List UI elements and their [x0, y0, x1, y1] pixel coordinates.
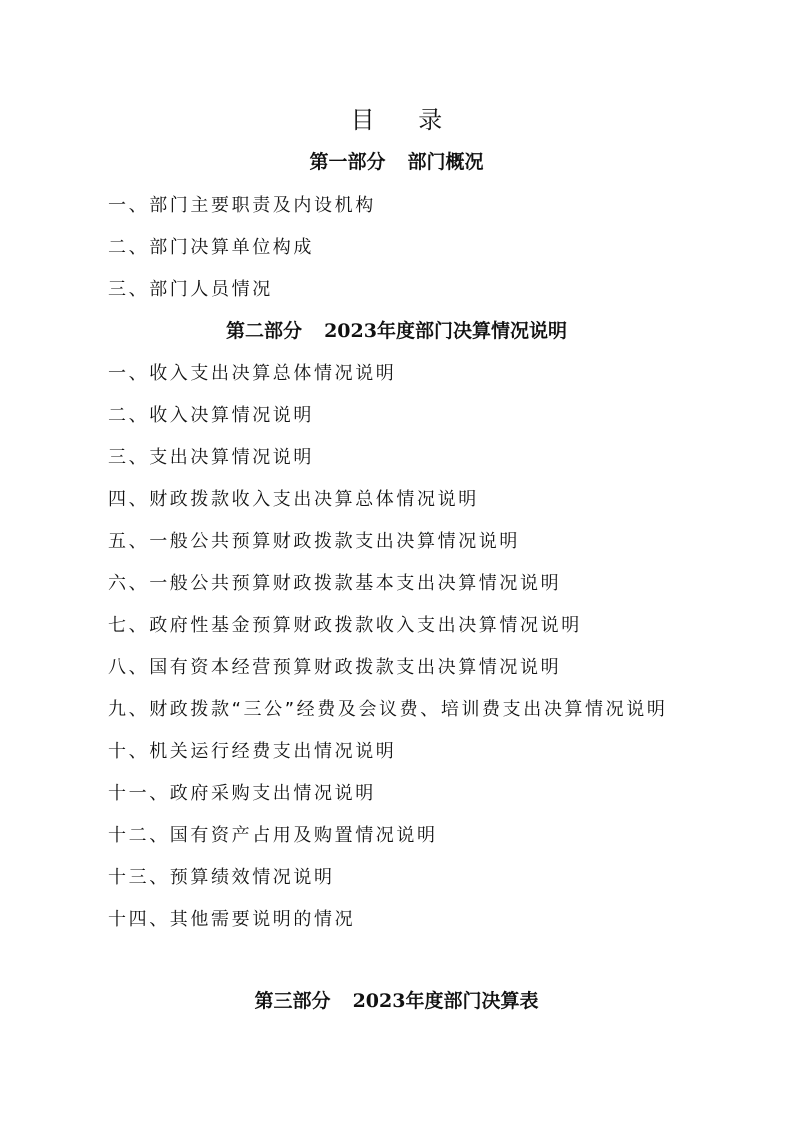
- part1-heading: [0, 147, 793, 174]
- part1-label: 第一部分: [309, 151, 386, 173]
- part2-heading: [0, 316, 793, 343]
- toc-item: 一、部门主要职责及内设机构: [108, 195, 376, 216]
- part2-label: 第二部分: [226, 320, 303, 342]
- part1-name: 部门概况: [407, 151, 484, 173]
- toc-item: 七、政府性基金预算财政拨款收入支出决算情况说明: [108, 615, 582, 636]
- toc-item: 十一、政府采购支出情况说明: [108, 783, 376, 804]
- toc-item: 八、国有资本经营预算财政拨款支出决算情况说明: [108, 657, 562, 678]
- toc-item: 十、机关运行经费支出情况说明: [108, 741, 397, 762]
- part3-name: 2023年度部门决算表: [352, 990, 539, 1012]
- toc-item: 六、一般公共预算财政拨款基本支出决算情况说明: [108, 573, 562, 594]
- toc-title: 目 录: [350, 106, 461, 134]
- toc-item: 三、支出决算情况说明: [108, 447, 314, 468]
- toc-item: 二、收入决算情况说明: [108, 405, 314, 426]
- part3-heading: [0, 986, 793, 1013]
- toc-item: 五、一般公共预算财政拨款支出决算情况说明: [108, 531, 520, 552]
- toc-item: 一、收入支出决算总体情况说明: [108, 363, 397, 384]
- part3-label: 第三部分: [254, 990, 331, 1012]
- toc-item: 十二、国有资产占用及购置情况说明: [108, 825, 438, 846]
- toc-item: 九、财政拨款“三公”经费及会议费、培训费支出决算情况说明: [108, 699, 668, 720]
- toc-item: 三、部门人员情况: [108, 279, 273, 300]
- toc-item: 十四、其他需要说明的情况: [108, 909, 356, 930]
- part2-name: 2023年度部门决算情况说明: [324, 320, 567, 342]
- toc-item: 二、部门决算单位构成: [108, 237, 314, 258]
- toc-item: 四、财政拨款收入支出决算总体情况说明: [108, 489, 479, 510]
- toc-item: 十三、预算绩效情况说明: [108, 867, 335, 888]
